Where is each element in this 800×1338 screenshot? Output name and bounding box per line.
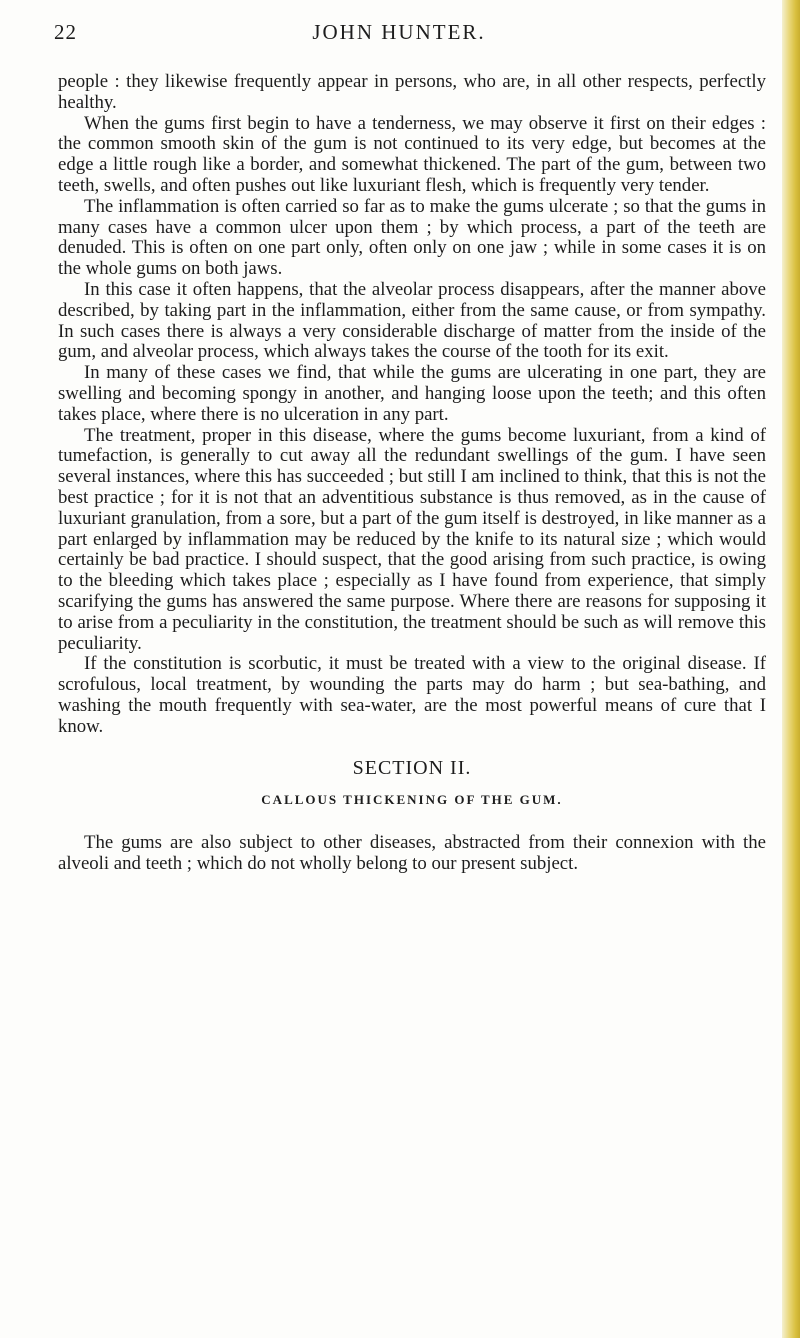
paragraph: In this case it often happens, that the alveolar process disappears, after the manner above described, by taking part in the inflammation, either from the same cause, or from sympathy. In such cases there is always a very considerable discharge of matter from the inside of the gum, and alveolar process, which always takes the course of the tooth for its exit. <box>58 278 766 363</box>
paragraph: The inflammation is often carried so far as to make the gums ulcerate ; so that the gums in many cases have a common ulcer upon them ; by which process, a part of the teeth are denuded. This is often on one part only, often only on one jaw ; while in some cases it is on the whole gums on both jaws. <box>58 195 766 280</box>
paragraph: people : they likewise frequently appear in persons, who are, in all other respects, perfectly healthy. <box>58 71 766 113</box>
page-edge <box>782 0 800 1338</box>
body-text <box>58 72 766 875</box>
page-number: 22 <box>54 20 77 44</box>
paragraph: When the gums first begin to have a tenderness, we may observe it first on their edges : the common smooth skin of the gum is not continued to its very edge, but becomes at the edge a little rough like a border, and somewhat thickened. The part of the gum, between two teeth, swells, and often pushes out like luxuriant flesh, which is frequently very tender. <box>58 112 766 196</box>
section-paragraph: The gums are also subject to other diseases, abstracted from their connexion with the alveoli and teeth ; which do not wholly belong to our present subject. <box>58 832 766 874</box>
section-heading: SECTION II. <box>352 756 472 779</box>
paragraph: The treatment, proper in this disease, where the gums become luxuriant, from a kind of tumefaction, is generally to cut away all the redundant swellings of the gum. I have seen several instances, where this has succeeded ; but still I am inclined to think, that this is not the best practice ; for it is not that an adventitious substance is thus removed, as in the cause of luxuriant granulation, from a sore, but a part of the gum itself is destroyed, in like manner as a part enlarged by inflammation may be reduced by the knife to its natural size ; which would certainly be bad practice. I should suspect, that the good arising from such practice, is owing to the bleeding which takes place ; especially as I have found from experience, that simply scarifying the gums has answered the same purpose. Where there are reasons for supposing it to arise from a peculiarity in the constitution, the treatment should be such as will remove this peculiarity. <box>58 424 766 654</box>
paragraph: In many of these cases we find, that while the gums are ulcerating in one part, they are swelling and becoming spongy in another, and hanging loose upon the teeth; and this often takes place, where there is no ulceration in any part. <box>58 362 766 425</box>
section-subheading: CALLOUS THICKENING OF THE GUM. <box>261 792 563 808</box>
running-head: JOHN HUNTER. <box>312 20 486 44</box>
page-header <box>54 20 744 50</box>
paragraph: If the constitution is scorbutic, it must be treated with a view to the original disease. If scrofulous, local treatment, by wounding the parts may do harm ; but sea-bathing, and washing the mouth frequently with sea-water, are the most powerful means of cure that I know. <box>58 653 766 737</box>
